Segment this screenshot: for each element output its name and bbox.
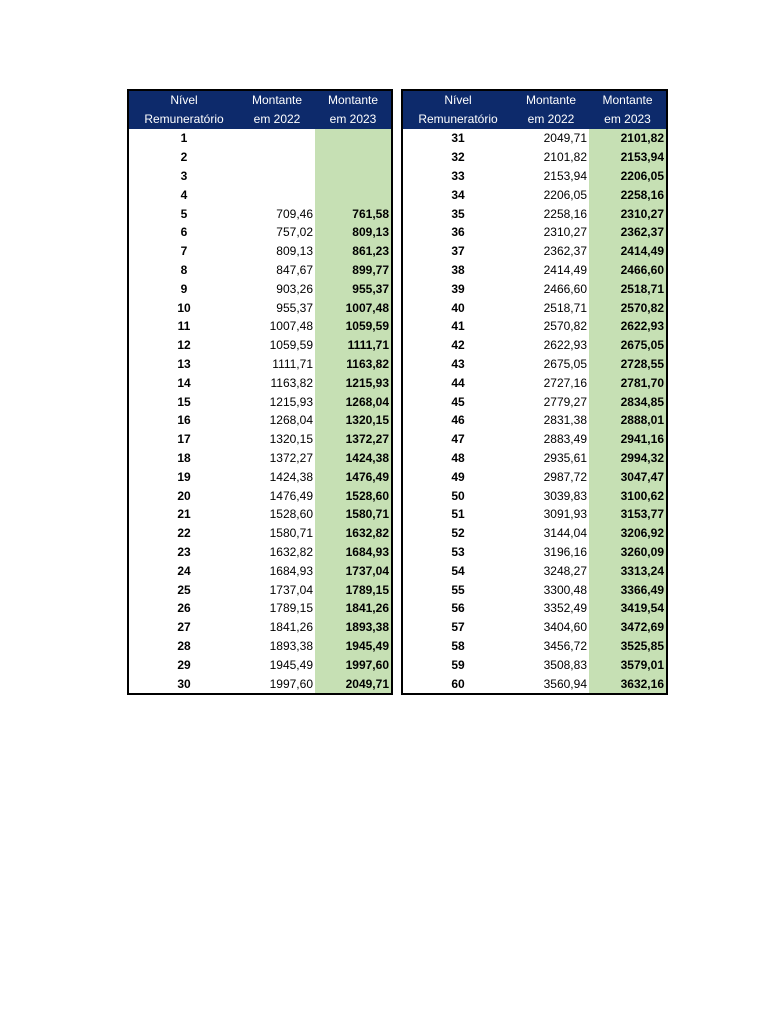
table-row <box>129 580 391 599</box>
montante-2022-cell: 2570,82 <box>543 319 587 334</box>
nivel-cell: 41 <box>451 319 465 334</box>
montante-2023-cell <box>315 167 391 186</box>
table-row <box>403 373 666 392</box>
table-row <box>129 543 391 562</box>
nivel-cell: 34 <box>451 187 465 202</box>
table-row <box>129 167 391 186</box>
nivel-cell: 6 <box>180 225 188 240</box>
montante-2022-cell: 1372,27 <box>269 450 313 465</box>
header-nivel <box>403 91 513 129</box>
montante-2022-cell: 1841,26 <box>269 620 313 635</box>
table-row <box>129 430 391 449</box>
table-row <box>129 355 391 374</box>
table-body <box>403 129 666 693</box>
montante-2022-cell: 2779,27 <box>543 394 587 409</box>
nivel-cell: 5 <box>180 206 188 221</box>
nivel-cell: 21 <box>177 507 191 522</box>
montante-2023-cell: 3366,49 <box>589 580 666 599</box>
montante-2022-cell: 3560,94 <box>543 676 587 691</box>
nivel-cell: 50 <box>451 488 465 503</box>
table-row <box>403 411 666 430</box>
montante-2022-cell: 3404,60 <box>543 620 587 635</box>
montante-2023-cell: 3206,92 <box>589 524 666 543</box>
montante-2023-cell: 1268,04 <box>315 392 391 411</box>
nivel-cell: 58 <box>451 638 465 653</box>
nivel-cell: 18 <box>177 450 191 465</box>
montante-2023-cell: 1163,82 <box>315 355 391 374</box>
nivel-cell: 28 <box>177 638 191 653</box>
table-row <box>129 637 391 656</box>
table-row <box>403 561 666 580</box>
montante-2022-cell: 1320,15 <box>269 432 313 447</box>
nivel-cell: 9 <box>180 281 188 296</box>
header-nivel-line1: Nível <box>444 93 472 107</box>
nivel-cell: 10 <box>177 300 191 315</box>
montante-2022-cell: 1163,82 <box>270 375 313 390</box>
nivel-cell: 57 <box>451 620 465 635</box>
montante-2022-cell: 1268,04 <box>269 413 313 428</box>
table-row <box>403 637 666 656</box>
montante-2022-cell: 1424,38 <box>269 469 313 484</box>
table-row <box>403 543 666 562</box>
montante-2023-cell: 3472,69 <box>589 618 666 637</box>
nivel-cell: 38 <box>451 262 465 277</box>
header-montante-2022 <box>513 91 589 129</box>
montante-2022-cell <box>239 167 315 186</box>
montante-2022-cell: 2310,27 <box>543 225 587 240</box>
nivel-cell: 40 <box>451 300 465 315</box>
montante-2023-cell: 3260,09 <box>589 543 666 562</box>
header-montante-2023 <box>589 91 666 129</box>
montante-2022-cell: 2049,71 <box>543 131 587 146</box>
montante-2023-cell: 2362,37 <box>589 223 666 242</box>
montante-2023-cell: 3313,24 <box>589 561 666 580</box>
nivel-cell: 55 <box>451 582 465 597</box>
montante-2023-cell <box>315 185 391 204</box>
table-row <box>129 674 391 693</box>
nivel-cell: 23 <box>177 544 191 559</box>
montante-2023-cell: 3047,47 <box>589 467 666 486</box>
header-2022-line1: Montante <box>525 93 577 107</box>
montante-2022-cell: 2101,82 <box>543 150 587 165</box>
montante-2023-cell: 1111,71 <box>315 336 391 355</box>
montante-2022-cell: 2258,16 <box>543 206 587 221</box>
table-row <box>129 392 391 411</box>
montante-2023-cell: 2888,01 <box>589 411 666 430</box>
table-row <box>403 261 666 280</box>
nivel-cell: 17 <box>177 432 191 447</box>
table-row <box>129 599 391 618</box>
montante-2023-cell: 2994,32 <box>589 449 666 468</box>
nivel-cell: 59 <box>451 657 465 672</box>
montante-2022-cell: 3196,16 <box>543 544 587 559</box>
montante-2023-cell: 1476,49 <box>315 467 391 486</box>
montante-2023-cell: 2466,60 <box>589 261 666 280</box>
table-row <box>403 467 666 486</box>
header-nivel-line2: Remuneratório <box>418 112 498 126</box>
montante-2022-cell: 3091,93 <box>543 507 587 522</box>
montante-2022-cell: 2153,94 <box>543 168 587 183</box>
montante-2022-cell: 1632,82 <box>269 544 313 559</box>
montante-2023-cell: 3525,85 <box>589 637 666 656</box>
nivel-cell: 49 <box>451 469 465 484</box>
montante-2023-cell: 1320,15 <box>315 411 391 430</box>
montante-2023-cell: 1424,38 <box>315 449 391 468</box>
nivel-cell: 11 <box>177 319 191 334</box>
nivel-cell: 32 <box>451 150 465 165</box>
header-2023-line1: Montante <box>327 93 379 107</box>
table-row <box>403 167 666 186</box>
table-row <box>403 185 666 204</box>
montante-2022-cell: 1737,04 <box>269 582 313 597</box>
montante-2022-cell: 2518,71 <box>543 300 587 315</box>
montante-2023-cell: 2153,94 <box>589 148 666 167</box>
nivel-cell: 3 <box>180 168 188 183</box>
nivel-cell: 51 <box>451 507 465 522</box>
montante-2023-cell: 3100,62 <box>589 486 666 505</box>
montante-2022-cell: 2831,38 <box>543 413 587 428</box>
montante-2022-cell: 2622,93 <box>543 338 587 353</box>
montante-2022-cell: 1111,71 <box>272 356 313 371</box>
montante-2023-cell: 3153,77 <box>589 505 666 524</box>
montante-2022-cell: 809,13 <box>276 244 313 259</box>
header-montante-2022 <box>239 91 315 129</box>
nivel-cell: 52 <box>451 526 465 541</box>
nivel-cell: 39 <box>451 281 465 296</box>
table-row <box>129 223 391 242</box>
montante-2023-cell: 1789,15 <box>315 580 391 599</box>
montante-2022-cell: 2206,05 <box>543 187 587 202</box>
montante-2023-cell <box>315 148 391 167</box>
nivel-cell: 60 <box>451 676 465 691</box>
montante-2022-cell: 3508,83 <box>543 657 587 672</box>
nivel-cell: 25 <box>177 582 191 597</box>
montante-2022-cell: 2727,16 <box>543 375 587 390</box>
montante-2023-cell: 2206,05 <box>589 167 666 186</box>
nivel-cell: 4 <box>180 187 188 202</box>
montante-2023-cell: 3579,01 <box>589 655 666 674</box>
montante-2023-cell: 1215,93 <box>315 373 391 392</box>
montante-2023-cell: 2941,16 <box>589 430 666 449</box>
montante-2022-cell: 1059,59 <box>269 338 313 353</box>
table-row <box>403 486 666 505</box>
table-row <box>129 373 391 392</box>
nivel-cell: 31 <box>451 131 465 146</box>
montante-2023-cell: 1528,60 <box>315 486 391 505</box>
nivel-cell: 2 <box>180 150 188 165</box>
header-2023-line2: em 2023 <box>604 112 651 126</box>
nivel-cell: 27 <box>177 620 191 635</box>
salary-table-left <box>127 89 393 695</box>
nivel-cell: 7 <box>180 244 188 259</box>
montante-2022-cell: 955,37 <box>276 300 313 315</box>
table-row <box>403 449 666 468</box>
nivel-cell: 53 <box>451 544 465 559</box>
table-row <box>129 279 391 298</box>
montante-2023-cell: 2675,05 <box>589 336 666 355</box>
montante-2023-cell: 1372,27 <box>315 430 391 449</box>
montante-2022-cell: 1580,71 <box>269 526 313 541</box>
montante-2022-cell: 1945,49 <box>269 657 313 672</box>
montante-2022-cell: 903,26 <box>276 281 313 296</box>
montante-2023-cell: 2834,85 <box>589 392 666 411</box>
montante-2023-cell <box>315 129 391 148</box>
montante-2023-cell: 2258,16 <box>589 185 666 204</box>
nivel-cell: 36 <box>451 225 465 240</box>
montante-2023-cell: 1007,48 <box>315 298 391 317</box>
montante-2023-cell: 761,58 <box>315 204 391 223</box>
montante-2023-cell: 3419,54 <box>589 599 666 618</box>
montante-2023-cell: 2101,82 <box>589 129 666 148</box>
table-row <box>129 524 391 543</box>
table-row <box>403 674 666 693</box>
table-row <box>403 204 666 223</box>
nivel-cell: 56 <box>451 601 465 616</box>
nivel-cell: 33 <box>451 168 465 183</box>
nivel-cell: 14 <box>177 375 191 390</box>
montante-2022-cell: 1476,49 <box>269 488 313 503</box>
header-nivel-line1: Nível <box>170 93 198 107</box>
table-row <box>129 467 391 486</box>
montante-2022-cell: 3456,72 <box>543 638 587 653</box>
montante-2023-cell: 1632,82 <box>315 524 391 543</box>
table-row <box>129 242 391 261</box>
montante-2023-cell: 861,23 <box>315 242 391 261</box>
nivel-cell: 44 <box>451 375 465 390</box>
montante-2022-cell: 2987,72 <box>543 469 587 484</box>
montante-2022-cell: 2466,60 <box>543 281 587 296</box>
montante-2022-cell: 847,67 <box>276 262 313 277</box>
table-row <box>403 505 666 524</box>
nivel-cell: 12 <box>177 338 191 353</box>
nivel-cell: 29 <box>177 657 191 672</box>
montante-2023-cell: 2414,49 <box>589 242 666 261</box>
nivel-cell: 48 <box>451 450 465 465</box>
montante-2022-cell: 2362,37 <box>543 244 587 259</box>
montante-2023-cell: 1737,04 <box>315 561 391 580</box>
nivel-cell: 42 <box>451 338 465 353</box>
header-nivel <box>129 91 239 129</box>
nivel-cell: 1 <box>180 131 188 146</box>
nivel-cell: 47 <box>451 432 465 447</box>
montante-2022-cell: 709,46 <box>276 206 313 221</box>
table-row <box>403 524 666 543</box>
nivel-cell: 16 <box>177 413 191 428</box>
table-row <box>403 430 666 449</box>
montante-2023-cell: 2518,71 <box>589 279 666 298</box>
table-row <box>129 204 391 223</box>
montante-2023-cell: 2622,93 <box>589 317 666 336</box>
montante-2022-cell: 3300,48 <box>543 582 587 597</box>
table-row <box>129 261 391 280</box>
nivel-cell: 54 <box>451 563 465 578</box>
header-nivel-line2: Remuneratório <box>144 112 224 126</box>
header-2022-line2: em 2022 <box>527 112 575 126</box>
header-2022-line1: Montante <box>251 93 303 107</box>
nivel-cell: 20 <box>177 488 191 503</box>
table-row <box>403 599 666 618</box>
table-row <box>403 223 666 242</box>
montante-2023-cell: 2049,71 <box>315 674 391 693</box>
montante-2022-cell: 757,02 <box>276 225 313 240</box>
table-row <box>129 336 391 355</box>
montante-2022-cell: 2883,49 <box>543 432 587 447</box>
nivel-cell: 46 <box>451 413 465 428</box>
table-header <box>129 91 391 129</box>
montante-2022-cell: 1684,93 <box>269 563 313 578</box>
montante-2023-cell: 1580,71 <box>315 505 391 524</box>
nivel-cell: 15 <box>177 394 191 409</box>
table-row <box>403 279 666 298</box>
montante-2023-cell: 2570,82 <box>589 298 666 317</box>
nivel-cell: 24 <box>177 563 191 578</box>
montante-2022-cell <box>239 148 315 167</box>
table-row <box>403 580 666 599</box>
montante-2022-cell: 3144,04 <box>543 526 587 541</box>
table-row <box>129 655 391 674</box>
montante-2022-cell: 1215,93 <box>269 394 313 409</box>
nivel-cell: 30 <box>177 676 191 691</box>
nivel-cell: 43 <box>451 356 465 371</box>
montante-2022-cell: 2414,49 <box>543 262 587 277</box>
table-row <box>403 655 666 674</box>
table-row <box>403 355 666 374</box>
salary-table-right <box>401 89 668 695</box>
montante-2022-cell: 1789,15 <box>269 601 313 616</box>
montante-2023-cell: 1893,38 <box>315 618 391 637</box>
montante-2023-cell: 1945,49 <box>315 637 391 656</box>
table-row <box>403 618 666 637</box>
header-2023-line2: em 2023 <box>329 112 377 126</box>
montante-2023-cell: 955,37 <box>315 279 391 298</box>
nivel-cell: 8 <box>180 262 188 277</box>
table-row <box>129 148 391 167</box>
table-row <box>403 148 666 167</box>
table-row <box>129 449 391 468</box>
table-row <box>129 298 391 317</box>
table-row <box>403 298 666 317</box>
montante-2022-cell: 3039,83 <box>543 488 587 503</box>
montante-2023-cell: 2728,55 <box>589 355 666 374</box>
montante-2023-cell: 1841,26 <box>315 599 391 618</box>
montante-2023-cell: 2781,70 <box>589 373 666 392</box>
montante-2023-cell: 809,13 <box>315 223 391 242</box>
montante-2022-cell: 2675,05 <box>543 356 587 371</box>
montante-2023-cell: 3632,16 <box>589 674 666 693</box>
nivel-cell: 37 <box>451 244 465 259</box>
montante-2023-cell: 1059,59 <box>315 317 391 336</box>
table-row <box>129 129 391 148</box>
table-header <box>403 91 666 129</box>
montante-2022-cell: 2935,61 <box>543 450 587 465</box>
montante-2022-cell: 1528,60 <box>269 507 313 522</box>
montante-2022-cell: 1893,38 <box>269 638 313 653</box>
table-row <box>129 561 391 580</box>
montante-2022-cell: 3248,27 <box>543 563 587 578</box>
table-row <box>129 317 391 336</box>
table-row <box>403 129 666 148</box>
montante-2022-cell <box>239 129 315 148</box>
nivel-cell: 13 <box>177 356 191 371</box>
montante-2022-cell <box>239 185 315 204</box>
header-montante-2023 <box>315 91 391 129</box>
table-row <box>129 185 391 204</box>
table-body <box>129 129 391 693</box>
montante-2023-cell: 1684,93 <box>315 543 391 562</box>
montante-2023-cell: 2310,27 <box>589 204 666 223</box>
table-row <box>403 392 666 411</box>
montante-2023-cell: 899,77 <box>315 261 391 280</box>
table-row <box>129 486 391 505</box>
table-row <box>129 505 391 524</box>
nivel-cell: 22 <box>177 526 191 541</box>
table-row <box>403 336 666 355</box>
nivel-cell: 45 <box>451 394 465 409</box>
nivel-cell: 19 <box>177 469 191 484</box>
header-2023-line1: Montante <box>602 93 653 107</box>
montante-2022-cell: 1007,48 <box>269 319 313 334</box>
montante-2023-cell: 1997,60 <box>315 655 391 674</box>
header-2022-line2: em 2022 <box>253 112 301 126</box>
table-row <box>403 242 666 261</box>
nivel-cell: 26 <box>177 601 191 616</box>
table-row <box>129 618 391 637</box>
nivel-cell: 35 <box>451 206 465 221</box>
table-row <box>129 411 391 430</box>
table-row <box>403 317 666 336</box>
montante-2022-cell: 1997,60 <box>269 676 313 691</box>
montante-2022-cell: 3352,49 <box>543 601 587 616</box>
